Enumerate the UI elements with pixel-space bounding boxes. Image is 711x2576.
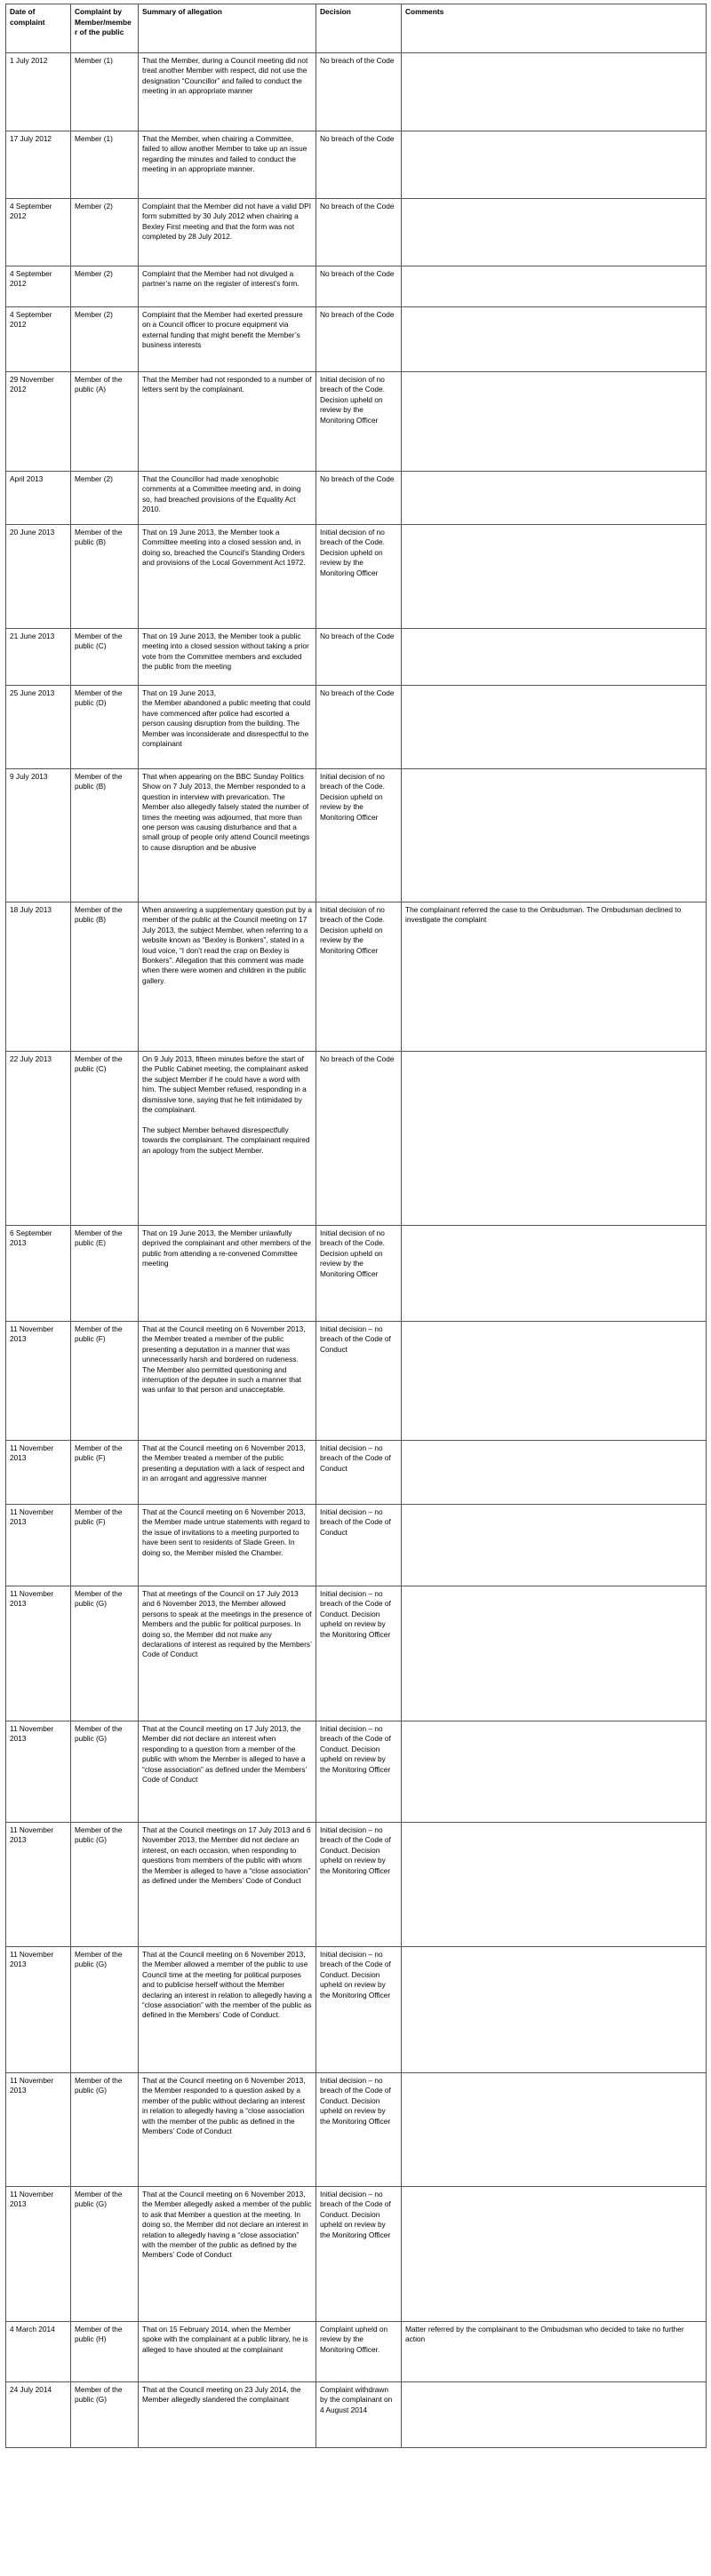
cell-decision: Initial decision – no breach of the Code of Conduct. Decision upheld on review by the Monitoring Officer	[316, 1721, 402, 1822]
cell-decision: No breach of the Code	[316, 471, 402, 524]
cell-complaint-by: Member (2)	[71, 266, 139, 306]
cell-summary-of-allegation: When answering a supplementary question put by a member of the public at the Council meeting on 17 July 2013, the subject Member, when referring to a website known as “Bexley is Bonkers”, stated in a loud voice, “I don’t read the crap on Bexley is Bonkers”. Allegation that this comment was made when there were women and children in the public gallery.	[139, 902, 316, 1051]
cell-comments	[402, 685, 707, 768]
cell-decision: No breach of the Code	[316, 266, 402, 306]
table-row	[6, 1586, 707, 1721]
table-row	[6, 2186, 707, 2321]
cell-comments	[402, 198, 707, 266]
cell-date-of-complaint: 20 June 2013	[6, 524, 71, 628]
cell-decision: Initial decision – no breach of the Code of Conduct	[316, 1321, 402, 1440]
cell-summary-of-allegation: On 9 July 2013, fifteen minutes before the start of the Public Cabinet meeting, the complainant asked the subject Member if he could have a word with him. The subject Member refused, responding in a dismissive tone, saying that he felt intimidated by the complainant. The subject Member behaved disrespectfully towards the complainant. The complainant required an apology from the subject Member.	[139, 1051, 316, 1225]
table-header	[6, 4, 707, 53]
cell-date-of-complaint: 4 September 2012	[6, 198, 71, 266]
cell-complaint-by: Member of the public (F)	[71, 1440, 139, 1504]
cell-comments	[402, 1504, 707, 1586]
cell-summary-of-allegation: That at the Council meetings on 17 July 2013 and 6 November 2013, the Member did not declare an interest, on each occasion, when responding to questions from members of the public with whom the Member is alleged to have a “close association” as defined under the Members’ Code of Conduct	[139, 1822, 316, 1946]
cell-comments	[402, 1440, 707, 1504]
cell-summary-of-allegation: That the Member had not responded to a number of letters sent by the complainant.	[139, 371, 316, 471]
cell-summary-of-allegation: That at the Council meeting on 17 July 2013, the Member did not declare an interest when responding to a question from a member of the public with whom the Member is alleged to have a “close association” as defined under the Members’ Code of Conduct	[139, 1721, 316, 1822]
cell-summary-of-allegation: Complaint that the Member had exerted pressure on a Council officer to procure equipment via external funding that might benefit the Member’s business interests	[139, 306, 316, 371]
table-row	[6, 902, 707, 1051]
cell-date-of-complaint: 9 July 2013	[6, 768, 71, 902]
cell-date-of-complaint: 22 July 2013	[6, 1051, 71, 1225]
cell-decision: Complaint withdrawn by the complainant on 4 August 2014	[316, 2381, 402, 2447]
cell-date-of-complaint: 1 July 2012	[6, 52, 71, 131]
cell-complaint-by: Member (1)	[71, 52, 139, 131]
cell-date-of-complaint: 29 November 2012	[6, 371, 71, 471]
cell-comments	[402, 52, 707, 131]
cell-decision: Initial decision – no breach of the Code of Conduct. Decision upheld on review by the Monitoring Officer	[316, 1946, 402, 2072]
cell-complaint-by: Member of the public (B)	[71, 524, 139, 628]
table-row	[6, 2321, 707, 2381]
cell-decision: No breach of the Code	[316, 131, 402, 198]
cell-comments: Matter referred by the complainant to the Ombudsman who decided to take no further action	[402, 2321, 707, 2381]
cell-decision: Initial decision – no breach of the Code of Conduct. Decision upheld on review by the Monitoring Officer	[316, 1822, 402, 1946]
cell-decision: No breach of the Code	[316, 628, 402, 685]
table-row	[6, 2072, 707, 2186]
cell-decision: No breach of the Code	[316, 52, 402, 131]
table-row	[6, 52, 707, 131]
cell-comments	[402, 768, 707, 902]
cell-comments	[402, 1721, 707, 1822]
cell-summary-of-allegation: That at the Council meeting on 6 November 2013, the Member responded to a question asked by a member of the public without declaring an interest in relation to allegedly having a “close association with the member of the public as defined in the Members’ Code of Conduct	[139, 2072, 316, 2186]
cell-date-of-complaint: 18 July 2013	[6, 902, 71, 1051]
table-header-row	[6, 4, 707, 53]
cell-comments	[402, 306, 707, 371]
cell-complaint-by: Member of the public (A)	[71, 371, 139, 471]
cell-summary-of-allegation: Complaint that the Member had not divulged a partner’s name on the register of interest’s form.	[139, 266, 316, 306]
cell-complaint-by: Member of the public (C)	[71, 1051, 139, 1225]
cell-comments	[402, 1321, 707, 1440]
cell-complaint-by: Member of the public (G)	[71, 2186, 139, 2321]
table-row	[6, 524, 707, 628]
cell-date-of-complaint: 11 November 2013	[6, 2186, 71, 2321]
table-row	[6, 306, 707, 371]
column-header-summary: Summary of allegation	[139, 4, 316, 53]
cell-comments	[402, 2072, 707, 2186]
cell-comments	[402, 1225, 707, 1321]
cell-summary-of-allegation: That at the Council meeting on 23 July 2014, the Member allegedly slandered the complainant	[139, 2381, 316, 2447]
cell-summary-of-allegation: That the Member, when chairing a Committee, failed to allow another Member to take up an issue regarding the minutes and failed to conduct the meeting in an appropriate manner.	[139, 131, 316, 198]
cell-comments: The complainant referred the case to the Ombudsman. The Ombudsman declined to investigate the complaint	[402, 902, 707, 1051]
cell-summary-of-allegation: That at the Council meeting on 6 November 2013, the Member made untrue statements with regard to the issue of invitations to a meeting purported to have been sent to residents of Slade Green. In doing so, the Member misled the Chamber.	[139, 1504, 316, 1586]
cell-date-of-complaint: 4 September 2012	[6, 266, 71, 306]
cell-summary-of-allegation: That on 15 February 2014, when the Member spoke with the complainant at a public library, he is alleged to have shouted at the complainant	[139, 2321, 316, 2381]
cell-comments	[402, 1051, 707, 1225]
table-row	[6, 1946, 707, 2072]
cell-decision: Initial decision of no breach of the Code. Decision upheld on review by the Monitoring Officer	[316, 524, 402, 628]
cell-complaint-by: Member (1)	[71, 131, 139, 198]
cell-decision: Initial decision of no breach of the Code. Decision upheld on review by the Monitoring Officer	[316, 1225, 402, 1321]
column-header-complaint-by: Complaint by Member/member of the public	[71, 4, 139, 53]
cell-complaint-by: Member (2)	[71, 198, 139, 266]
cell-date-of-complaint: 25 June 2013	[6, 685, 71, 768]
cell-date-of-complaint: 11 November 2013	[6, 1321, 71, 1440]
cell-date-of-complaint: 11 November 2013	[6, 1504, 71, 1586]
table-row	[6, 1440, 707, 1504]
cell-decision: Initial decision of no breach of the Code. Decision upheld on review by the Monitoring Officer	[316, 768, 402, 902]
column-header-comments: Comments	[402, 4, 707, 53]
cell-complaint-by: Member of the public (C)	[71, 628, 139, 685]
cell-date-of-complaint: 17 July 2012	[6, 131, 71, 198]
table-row	[6, 1225, 707, 1321]
cell-summary-of-allegation: That at the Council meeting on 6 November 2013, the Member treated a member of the public presenting a deputation in a manner that was unnecessarily harsh and bordered on rudeness. The Member also permitted questioning and interruption of the deputee in such a manner that was unfair to that person and unacceptable.	[139, 1321, 316, 1440]
cell-comments	[402, 1822, 707, 1946]
table-row	[6, 685, 707, 768]
table-row	[6, 768, 707, 902]
cell-complaint-by: Member of the public (G)	[71, 1822, 139, 1946]
table-row	[6, 1721, 707, 1822]
cell-complaint-by: Member of the public (D)	[71, 685, 139, 768]
column-header-date: Date of complaint	[6, 4, 71, 53]
cell-decision: No breach of the Code	[316, 306, 402, 371]
table-row	[6, 371, 707, 471]
table-row	[6, 131, 707, 198]
cell-date-of-complaint: 11 November 2013	[6, 1440, 71, 1504]
cell-decision: Initial decision – no breach of the Code of Conduct. Decision upheld on review by the Monitoring Officer	[316, 1586, 402, 1721]
cell-date-of-complaint: 11 November 2013	[6, 1946, 71, 2072]
cell-decision: Initial decision of no breach of the Code. Decision upheld on review by the Monitoring Officer	[316, 371, 402, 471]
cell-summary-of-allegation: That at meetings of the Council on 17 July 2013 and 6 November 2013, the Member allowed persons to speak at the meetings in the presence of Members and the public for political purposes. In doing so, the Member did not make any declarations of interest as required by the Members’ Code of Conduct	[139, 1586, 316, 1721]
cell-comments	[402, 1586, 707, 1721]
cell-comments	[402, 1946, 707, 2072]
cell-summary-of-allegation: That at the Council meeting on 6 November 2013, the Member treated a member of the public presenting a deputation with a lack of respect and in an arrogant and aggressive manner	[139, 1440, 316, 1504]
cell-complaint-by: Member of the public (E)	[71, 1225, 139, 1321]
cell-decision: No breach of the Code	[316, 198, 402, 266]
cell-complaint-by: Member of the public (F)	[71, 1321, 139, 1440]
cell-comments	[402, 524, 707, 628]
cell-summary-of-allegation: That on 19 June 2013, the Member abandoned a public meeting that could have commenced after police had escorted a person causing disruption from the building. The Member was inconsiderate and disrespectful to the complainant	[139, 685, 316, 768]
cell-complaint-by: Member (2)	[71, 306, 139, 371]
cell-summary-of-allegation: That on 19 June 2013, the Member took a public meeting into a closed session without taking a prior vote from the Committee members and excluded the public from the meeting	[139, 628, 316, 685]
cell-complaint-by: Member (2)	[71, 471, 139, 524]
cell-complaint-by: Member of the public (F)	[71, 1504, 139, 1586]
cell-decision: Initial decision of no breach of the Code. Decision upheld on review by the Monitoring Officer	[316, 902, 402, 1051]
cell-decision: Initial decision – no breach of the Code of Conduct	[316, 1504, 402, 1586]
cell-complaint-by: Member of the public (H)	[71, 2321, 139, 2381]
cell-decision: Initial decision – no breach of the Code of Conduct	[316, 1440, 402, 1504]
cell-complaint-by: Member of the public (G)	[71, 2072, 139, 2186]
table-row	[6, 1822, 707, 1946]
table-row	[6, 1051, 707, 1225]
table-row	[6, 1321, 707, 1440]
column-header-decision: Decision	[316, 4, 402, 53]
cell-comments	[402, 371, 707, 471]
complaints-table	[5, 4, 707, 2448]
cell-decision: Initial decision – no breach of the Code of Conduct. Decision upheld on review by the Monitoring Officer	[316, 2186, 402, 2321]
cell-date-of-complaint: 4 March 2014	[6, 2321, 71, 2381]
cell-complaint-by: Member of the public (B)	[71, 902, 139, 1051]
cell-complaint-by: Member of the public (G)	[71, 1946, 139, 2072]
cell-complaint-by: Member of the public (G)	[71, 1721, 139, 1822]
cell-summary-of-allegation: That at the Council meeting on 6 November 2013, the Member allegedly asked a member of the public to ask that Member a question at the meeting. In doing so, the Member did not declare an interest in relation to allegedly having a “close association” with the member of the public as defined by the Members’ Code of Conduct	[139, 2186, 316, 2321]
cell-summary-of-allegation: That when appearing on the BBC Sunday Politics Show on 7 July 2013, the Member responded to a question in interview with prevarication. The Member also allegedly falsely stated the number of times the meeting was adjourned, that more than one person was causing disturbance and that a small group of people only attend Council meetings to cause disruption and be abusive	[139, 768, 316, 902]
cell-date-of-complaint: 6 September 2013	[6, 1225, 71, 1321]
cell-complaint-by: Member of the public (G)	[71, 2381, 139, 2447]
table-row	[6, 198, 707, 266]
cell-comments	[402, 471, 707, 524]
cell-comments	[402, 2186, 707, 2321]
cell-decision: Initial decision – no breach of the Code of Conduct. Decision upheld on review by the Monitoring Officer	[316, 2072, 402, 2186]
cell-summary-of-allegation: That on 19 June 2013, the Member unlawfully deprived the complainant and other members of the public from attending a re-convened Committee meeting	[139, 1225, 316, 1321]
table-row	[6, 1504, 707, 1586]
cell-date-of-complaint: 11 November 2013	[6, 1586, 71, 1721]
cell-summary-of-allegation: That on 19 June 2013, the Member took a Committee meeting into a closed session and, in doing so, breached the Council's Standing Orders and provisions of the Local Government Act 1972.	[139, 524, 316, 628]
cell-summary-of-allegation: That the Councillor had made xenophobic comments at a Committee meeting and, in doing so, had breached provisions of the Equality Act 2010.	[139, 471, 316, 524]
cell-date-of-complaint: 11 November 2013	[6, 2072, 71, 2186]
cell-decision: No breach of the Code	[316, 1051, 402, 1225]
table-row	[6, 471, 707, 524]
cell-date-of-complaint: April 2013	[6, 471, 71, 524]
cell-date-of-complaint: 4 September 2012	[6, 306, 71, 371]
cell-summary-of-allegation: That at the Council meeting on 6 November 2013, the Member allowed a member of the public to use Council time at the meeting for political purposes and to publicise herself without the Member declaring an interest in relation to allegedly having a “close association” with the member of the public as defined in the Members’ Code of Conduct.	[139, 1946, 316, 2072]
cell-complaint-by: Member of the public (B)	[71, 768, 139, 902]
cell-summary-of-allegation: Complaint that the Member did not have a valid DPI form submitted by 30 July 2012 when chairing a Bexley First meeting and that the form was not completed by 28 July 2012.	[139, 198, 316, 266]
table-row	[6, 628, 707, 685]
cell-comments	[402, 628, 707, 685]
cell-comments	[402, 2381, 707, 2447]
cell-summary-of-allegation: That the Member, during a Council meeting did not treat another Member with respect, did not use the designation “Councillor” and failed to conduct the meeting in an appropriate manner	[139, 52, 316, 131]
cell-date-of-complaint: 11 November 2013	[6, 1822, 71, 1946]
cell-date-of-complaint: 24 July 2014	[6, 2381, 71, 2447]
cell-decision: No breach of the Code	[316, 685, 402, 768]
table-row	[6, 266, 707, 306]
table-row	[6, 2381, 707, 2447]
cell-comments	[402, 131, 707, 198]
cell-date-of-complaint: 21 June 2013	[6, 628, 71, 685]
cell-complaint-by: Member of the public (G)	[71, 1586, 139, 1721]
cell-comments	[402, 266, 707, 306]
cell-date-of-complaint: 11 November 2013	[6, 1721, 71, 1822]
cell-decision: Complaint upheld on review by the Monitoring Officer.	[316, 2321, 402, 2381]
table-body	[6, 52, 707, 2447]
